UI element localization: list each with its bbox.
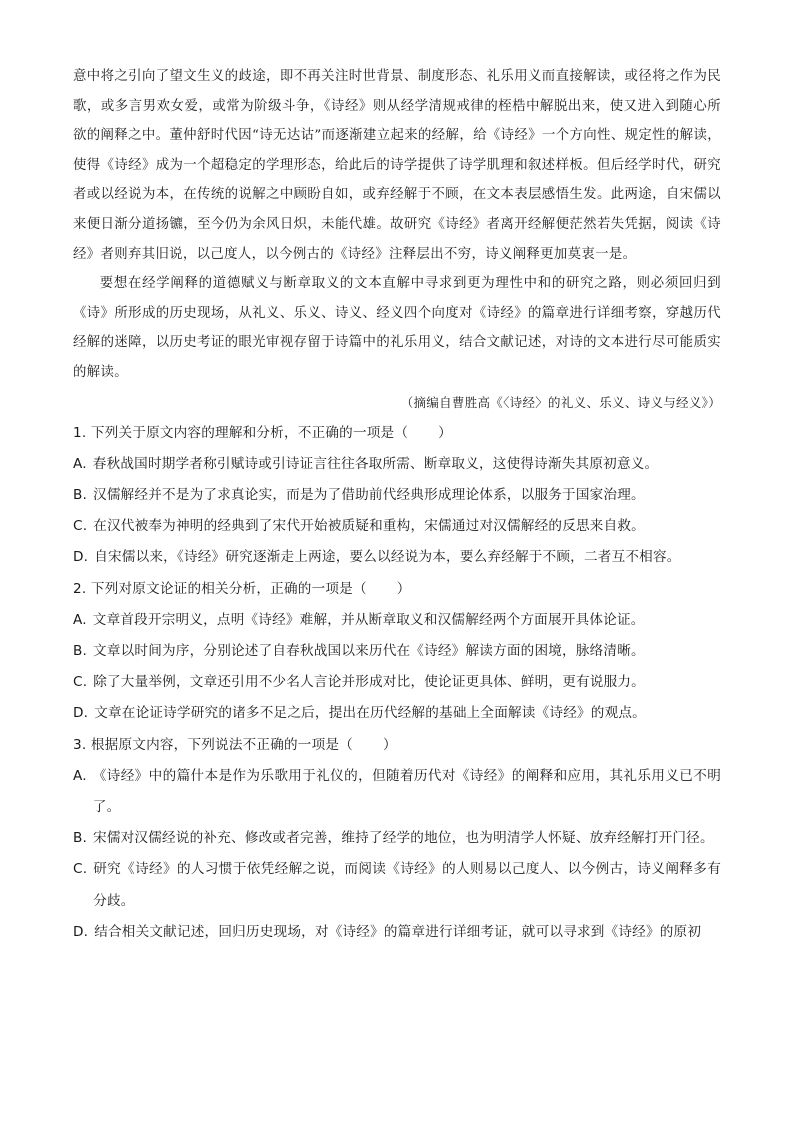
passage-paragraph-2: 要想在经学阐释的道德赋义与断章取义的文本直解中寻求到更为理性中和的研究之路，则必须回归到《诗》所形成的历史现场，从礼义、乐义、诗义、经义四个向度对《诗经》的篇章进行详细考察，穿越历代经解的迷障，以历史考证的眼光审视存留于诗篇中的礼乐用义，结合文献记述，对诗的文本进行尽可能质实的解读。: [73, 276, 721, 380]
option-d[interactable]: [73, 917, 721, 948]
option-letter: B.: [73, 642, 88, 659]
question-stem-text: 3. 根据原文内容，下列说法不正确的一项是（: [73, 736, 353, 753]
option-text: 自宋儒以来，《诗经》研究逐渐走上两途，要么以经说为本，要么弃经解于不顾，二者互不相容。: [94, 549, 681, 566]
option-letter: A.: [73, 611, 87, 628]
option-text: 文章在论证诗学研究的诸多不足之后，提出在历代经解的基础上全面解读《诗经》的观点。: [94, 705, 646, 722]
option-c[interactable]: [73, 854, 721, 916]
question-stem: [73, 574, 721, 605]
option-d[interactable]: [73, 698, 721, 729]
option-text: 除了大量举例，文章还引用不少名人言论并形成对比，使论证更具体、鲜明，更有说服力。: [93, 674, 645, 691]
option-a[interactable]: [73, 605, 721, 636]
option-text: 汉儒解经并不是为了求真论实，而是为了借助前代经典形成理论体系，以服务于国家治理。: [93, 486, 645, 503]
option-b[interactable]: [73, 636, 721, 667]
option-text: 在汉代被奉为神明的经典到了宋代开始被质疑和重构，宋儒通过对汉儒解经的反思来自救。: [93, 518, 645, 535]
option-letter: D.: [73, 923, 89, 940]
option-c[interactable]: [73, 667, 721, 698]
question-2: [73, 574, 721, 730]
question-stem-text: 1. 下列关于原文内容的理解和分析，不正确的一项是（: [73, 424, 409, 441]
option-letter: A.: [73, 767, 87, 784]
option-text: 结合相关文献记述，回归历史现场，对《诗经》的篇章进行详细考证，就可以寻求到《诗经》的原初: [94, 923, 702, 940]
question-list: [73, 418, 721, 948]
question-1: [73, 418, 721, 574]
option-text: 文章首段开宗明义，点明《诗经》难解，并从断章取义和汉儒解经两个方面展开具体论证。: [92, 611, 645, 628]
option-b[interactable]: [73, 480, 721, 511]
exam-page: [73, 62, 721, 948]
question-stem-end: ）: [396, 580, 411, 597]
question-3: [73, 730, 721, 948]
passage-paragraph-1: 意中将之引向了望文生义的歧途，即不再关注时世背景、制度形态、礼乐用义而直接解读，或径将之作为民歌，或多言男欢女爱，或常为阶级斗争，《诗经》则从经学清规戒律的桎梏中解脱出来，使又进入到随心所欲的阐释之中。董仲舒时代因“诗无达诂”而逐渐建立起来的经解，给《诗经》一个方向性、规定性的解读，使得《诗经》成为一个超稳定的学理形态，给此后的诗学提供了诗学肌理和叙述样板。但后经学时代，研究者或以经说为本，在传统的说解之中顾盼自如，或弃经解于不顾，在文本表层感悟生发。此两途，自宋儒以来便日渐分道扬镳，至今仍为余风日炽，未能代雄。故研究《诗经》者离开经解便茫然若失凭据，阅读《诗经》者则弃其旧说，以己度人，以今例古的《诗经》注释层出不穷，诗义阐释更加莫衷一是。: [73, 69, 721, 262]
option-letter: A.: [73, 455, 87, 472]
option-c[interactable]: [73, 511, 721, 542]
reading-passage: [73, 62, 721, 418]
option-letter: D.: [73, 705, 89, 722]
option-a[interactable]: [73, 449, 721, 480]
option-letter: C.: [73, 861, 88, 878]
option-letter: C.: [73, 674, 88, 691]
question-stem-end: ）: [382, 736, 397, 753]
option-letter: D.: [73, 549, 89, 566]
option-text: 春秋战国时期学者称引赋诗或引诗证言往往各取所需、断章取义，这使得诗渐失其原初意义。: [92, 455, 659, 472]
option-a[interactable]: [73, 761, 721, 823]
option-text: 文章以时间为序，分别论述了自春秋战国以来历代在《诗经》解读方面的困境，脉络清晰。: [93, 642, 645, 659]
option-letter: B.: [73, 486, 88, 503]
option-text: 宋儒对汉儒经说的补充、修改或者完善，维持了经学的地位，也为明清学人怀疑、放弃经解打开门径。: [93, 830, 714, 847]
option-text: 《诗经》中的篇什本是作为乐歌用于礼仪的，但随着历代对《诗经》的阐释和应用，其礼乐用义已不明了。: [92, 767, 721, 815]
question-stem: [73, 730, 721, 761]
question-stem: [73, 418, 721, 449]
option-letter: C.: [73, 518, 88, 535]
option-text: 研究《诗经》的人习惯于依凭经解之说，而阅读《诗经》的人则易以己度人、以今例古，诗义阐释多有分歧。: [93, 861, 721, 909]
question-stem-end: ）: [438, 424, 452, 441]
passage-source: （摘编自曹胜高《〈诗经〉的礼义、乐义、诗义与经义》）: [400, 394, 721, 410]
option-b[interactable]: [73, 823, 721, 854]
question-stem-text: 2. 下列对原文论证的相关分析，正确的一项是（: [73, 580, 367, 597]
option-d[interactable]: [73, 542, 721, 573]
option-letter: B.: [73, 830, 88, 847]
